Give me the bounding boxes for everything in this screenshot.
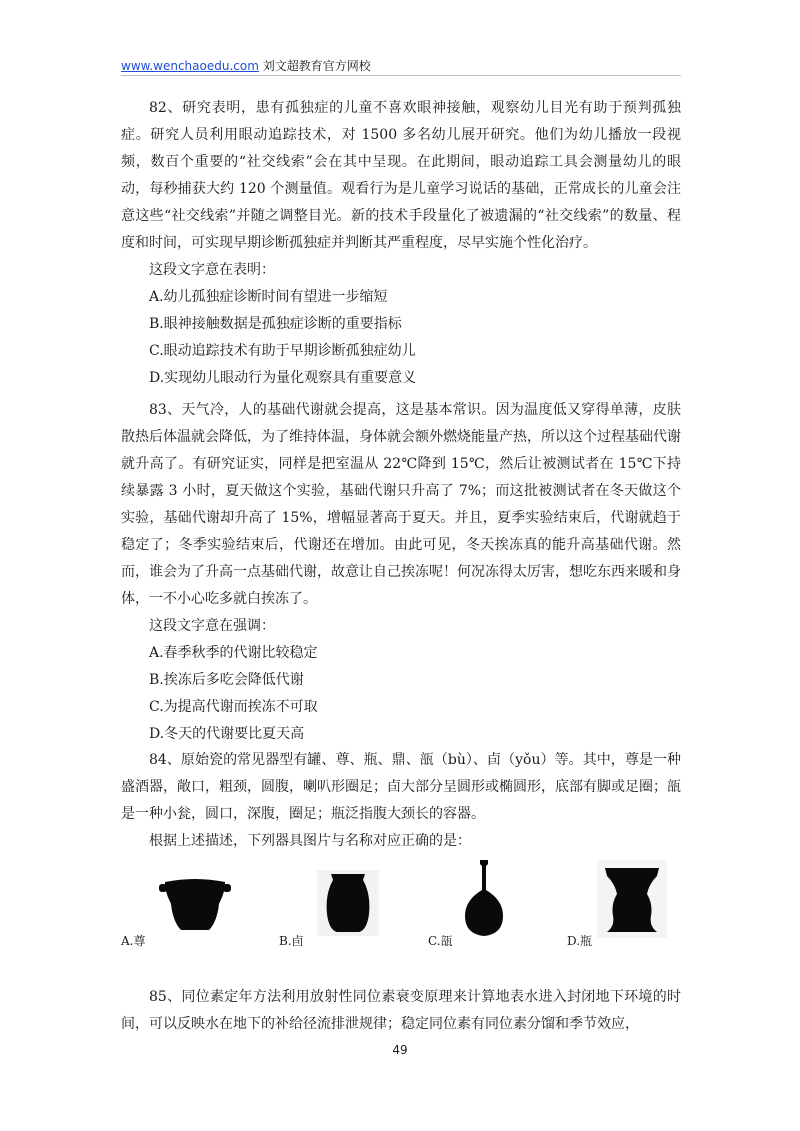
page-number: 49 (392, 1043, 408, 1057)
question-84-prompt: 根据上述描述，下列器具图片与名称对应正确的是： (149, 833, 471, 849)
school-name: 刘文超教育官方网校 (262, 59, 371, 73)
vessel-b-label: B.卣 (279, 934, 304, 948)
vessel-d-label: D.瓶 (567, 934, 593, 948)
question-82-option-c: C.眼动追踪技术有助于早期诊断孤独症幼儿 (149, 343, 416, 359)
question-84-text: 84、原始瓷的常见器型有罐、尊、瓶、鼎、瓿（bù）、卣（yǒu）等。其中，尊是一种盛酒器，敞口，粗颈，圆腹，喇叭形圈足；卣大部分呈圆形或椭圆形，底部有脚或足圈；瓿是一种小瓮，圆口，深腹，圈足；瓶泛指腹大颈长的容器。 (121, 752, 681, 822)
website-link[interactable]: www.wenchaoedu.com (121, 59, 259, 73)
vessel-images (121, 852, 681, 952)
question-82-option-a: A.幼儿孤独症诊断时间有望进一步缩短 (149, 289, 388, 305)
vessel-c-image (461, 860, 507, 938)
question-85 (121, 984, 681, 1038)
question-83 (121, 397, 681, 748)
question-83-text: 83、天气冷，人的基础代谢就会提高，这是基本常识。因为温度低又穿得单薄，皮肤散热后体温就会降低，为了维持体温，身体就会额外燃烧能量产热，所以这个过程基础代谢就升高了。有研究证实，同样是把室温从 22℃降到 15℃，然后让被测试者在 15℃下持续暴露 3 小时，夏天做这个实验，基础代谢只升高了 7%；而这批被测试者在冬天做这个实验，基础代谢却升高了 15%，增幅显著高于夏天。并且，夏季实验结束后，代谢就趋于稳定了；冬季实验结束后，代谢还在增加。由此可见，冬天挨冻真的能升高基础代谢。然而，谁会为了升高一点基础代谢，故意让自己挨冻呢！何况冻得太厉害，想吃东西来暖和身体，一不小心吃多就白挨冻了。 (121, 402, 681, 607)
header-divider (121, 75, 681, 76)
vessel-a-image (159, 874, 231, 934)
question-84 (121, 747, 681, 855)
vessel-a-label: A.尊 (121, 934, 146, 948)
question-83-option-b: B.挨冻后多吃会降低代谢 (149, 672, 304, 688)
question-83-option-a: A.春季秋季的代谢比较稳定 (149, 645, 318, 661)
question-82-text: 82、研究表明，患有孤独症的儿童不喜欢眼神接触，观察幼儿目光有助于预判孤独症。研究人员利用眼动追踪技术，对 1500 多名幼儿展开研究。他们为幼儿播放一段视频，数百个重要的“社交线索”会在其中呈现。在此期间，眼动追踪工具会测量幼儿的眼动，每秒捕获大约 120 个测量值。观看行为是儿童学习说话的基础，正常成长的儿童会注意这些“社交线索”并随之调整目光。新的技术手段量化了被遗漏的“社交线索”的数量、程度和时间，可实现早期诊断孤独症并判断其严重程度，尽早实施个性化治疗。 (121, 100, 681, 251)
question-83-prompt: 这段文字意在强调： (149, 618, 275, 634)
question-85-text: 85、同位素定年方法利用放射性同位素衰变原理来计算地表水进入封闭地下环境的时间，可以反映水在地下的补给径流排泄规律；稳定同位素有同位素分馏和季节效应， (121, 989, 681, 1032)
page-header (121, 57, 371, 74)
question-82-prompt: 这段文字意在表明： (149, 262, 275, 278)
question-82 (121, 95, 681, 392)
vessel-b-image (317, 870, 379, 936)
vessel-d-image (597, 860, 667, 938)
question-82-option-b: B.眼神接触数据是孤独症诊断的重要指标 (149, 316, 402, 332)
vessel-c-label: C.瓿 (428, 934, 453, 948)
question-83-option-c: C.为提高代谢而挨冻不可取 (149, 699, 318, 715)
question-83-option-d: D.冬天的代谢要比夏天高 (149, 726, 305, 742)
question-82-option-d: D.实现幼儿眼动行为量化观察具有重要意义 (149, 370, 417, 386)
